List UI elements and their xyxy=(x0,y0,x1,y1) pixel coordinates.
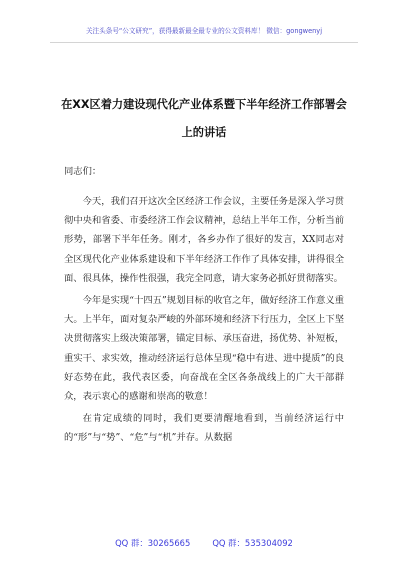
header-banner: 关注头条号“公文研究”，获得最新最全最专业的公文资料库！ 微信：gongwenyj xyxy=(85,27,323,35)
document-title-line-2: 上的讲话 xyxy=(181,126,227,139)
body-paragraph-2: 今年是实现“十四五”规划目标的收官之年，做好经济工作意义重大。上半年，面对复杂严峻的外部环境和经济下行压力，全区上下坚决贯彻落实上级决策部署，锚定目标、承压奋进，扬优势、补短板，重实干、求实效，推动经济运行总体呈现“稳中有进、进中提质”的良好态势在此，我代表区委，向奋战在全区各条战线上的广大干部群众，表示衷心的感谢和崇高的敬意！ xyxy=(64,295,344,403)
body-paragraph-3: 在肯定成绩的同时，我们更要清醒地看到，当前经济运行中的“形”与“势”、“危”与“机”并存。从数据 xyxy=(64,413,344,444)
salutation: 同志们： xyxy=(64,166,102,177)
footer-qq-group-1: QQ 群：30265665 xyxy=(115,538,191,548)
document-body xyxy=(64,192,344,448)
document-title-line-1: 在XX区着力建设现代化产业体系暨下半年经济工作部署会 xyxy=(61,98,347,111)
header-divider xyxy=(50,42,358,43)
body-paragraph-1: 今天，我们召开这次全区经济工作会议，主要任务是深入学习贯彻中央和省委、市委经济工作会议精神，总结上半年工作，分析当前形势，部署下半年任务。刚才，各乡办作了很好的发言，XX同志对全区现代化产业体系建设和下半年经济工作作了具体安排，讲得很全面、很具体，操作性很强，我完全同意，请大家务必抓好贯彻落实。 xyxy=(64,196,344,284)
footer xyxy=(0,537,408,549)
footer-qq-group-2: QQ 群：535304092 xyxy=(212,538,293,548)
